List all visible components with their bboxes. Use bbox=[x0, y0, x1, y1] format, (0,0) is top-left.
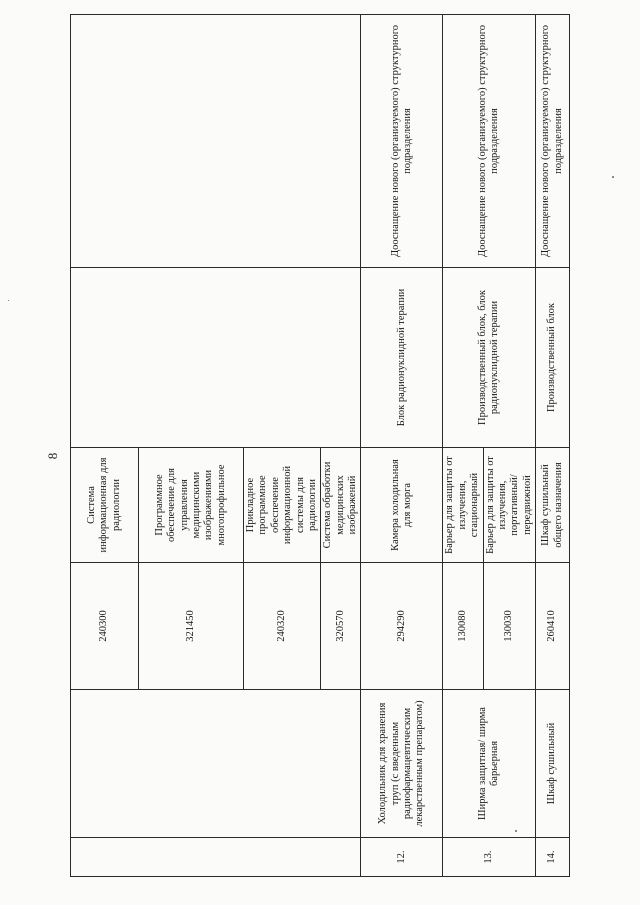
rotated-table-container bbox=[70, 15, 564, 877]
cell-equipment: Система информационная для радиологии bbox=[71, 448, 139, 563]
cell-note: Дооснащение нового (организуемого) структурного подразделения bbox=[536, 15, 570, 268]
scan-speck bbox=[8, 300, 9, 301]
cell-unit-continuation bbox=[71, 268, 361, 448]
table-row bbox=[443, 15, 483, 877]
cell-code: 320570 bbox=[321, 563, 361, 690]
cell-unit: Блок радионуклидной терапии bbox=[361, 268, 443, 448]
table-row bbox=[71, 15, 139, 877]
cell-note: Дооснащение нового (организуемого) структурного подразделения bbox=[361, 15, 443, 268]
cell-code: 321450 bbox=[139, 563, 244, 690]
cell-code: 294290 bbox=[361, 563, 443, 690]
cell-equipment: Система обработки медицинских изображений bbox=[321, 448, 361, 563]
cell-equipment: Барьер для защиты от излучения, стационарный bbox=[443, 448, 483, 563]
cell-name: Холодильник для хранения труп (с введенным радиофармацевтическим лекарственным препаратом) bbox=[361, 690, 443, 838]
cell-equipment: Программное обеспечение для управления медицинскими изображениями многопрофильное bbox=[139, 448, 244, 563]
table-row bbox=[361, 15, 443, 877]
cell-name: Ширма защитная/ ширма барьерная bbox=[443, 690, 536, 838]
cell-equipment: Шкаф сушильный общего назначения bbox=[536, 448, 570, 563]
cell-code: 240300 bbox=[71, 563, 139, 690]
cell-code: 130030 bbox=[483, 563, 536, 690]
cell-note: Дооснащение нового (организуемого) структурного подразделения bbox=[443, 15, 536, 268]
cell-unit: Производственный блок bbox=[536, 268, 570, 448]
cell-num-continuation bbox=[71, 838, 361, 877]
equipment-table bbox=[70, 14, 570, 877]
scan-speck bbox=[612, 176, 614, 178]
cell-row-number: 14. bbox=[536, 838, 570, 877]
cell-row-number: 12. bbox=[361, 838, 443, 877]
cell-code: 260410 bbox=[536, 563, 570, 690]
cell-equipment: Барьер для защиты от излучения, портативный/ передвижной bbox=[483, 448, 536, 563]
cell-code: 240320 bbox=[244, 563, 321, 690]
cell-equipment: Прикладное программное обеспечение информационной системы для радиологии bbox=[244, 448, 321, 563]
cell-row-number: 13. bbox=[443, 838, 536, 877]
cell-name-continuation bbox=[71, 690, 361, 838]
cell-note-continuation bbox=[71, 15, 361, 268]
page-number: 8 bbox=[45, 452, 60, 460]
cell-code: 130080 bbox=[443, 563, 483, 690]
cell-equipment: Камера холодильная для морга bbox=[361, 448, 443, 563]
cell-name: Шкаф сушильный bbox=[536, 690, 570, 838]
table-row bbox=[536, 15, 570, 877]
cell-unit: Производственный блок, блок радионуклидной терапии bbox=[443, 268, 536, 448]
